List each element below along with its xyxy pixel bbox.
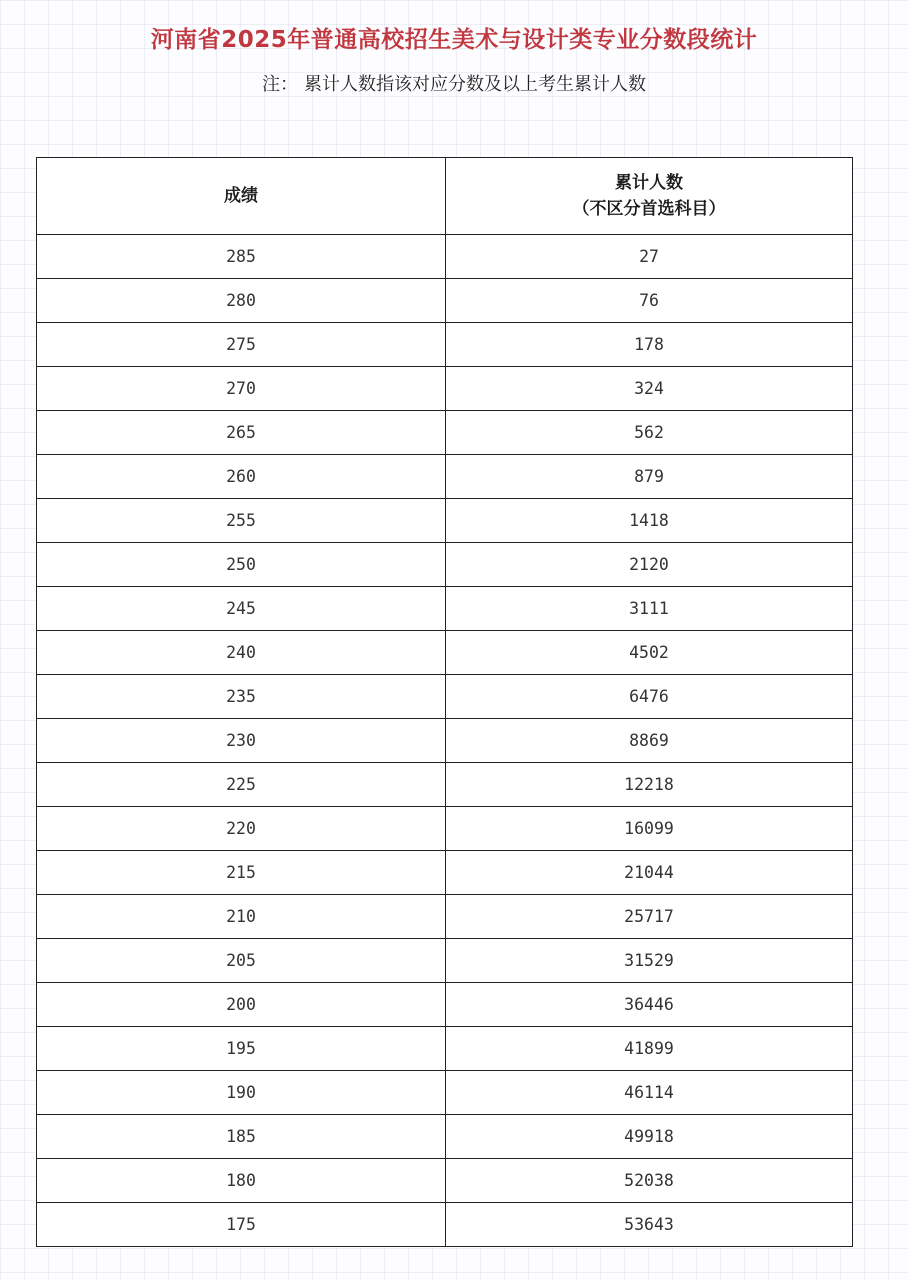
score-cell: 225	[37, 763, 446, 807]
note	[0, 70, 908, 100]
score-cell: 270	[37, 367, 446, 411]
header-count-line1: 累计人数	[615, 173, 683, 193]
table-row	[37, 1203, 853, 1247]
table-row	[37, 1159, 853, 1203]
count-cell: 25717	[446, 895, 853, 939]
count-cell: 36446	[446, 983, 853, 1027]
table-row	[37, 235, 853, 279]
table-row	[37, 1115, 853, 1159]
table-row	[37, 719, 853, 763]
table-row	[37, 851, 853, 895]
table-header-row	[37, 158, 853, 235]
score-cell: 175	[37, 1203, 446, 1247]
score-cell: 210	[37, 895, 446, 939]
score-cell: 245	[37, 587, 446, 631]
table-row	[37, 411, 853, 455]
count-cell: 3111	[446, 587, 853, 631]
table-row	[37, 895, 853, 939]
score-cell: 215	[37, 851, 446, 895]
table-row	[37, 1027, 853, 1071]
count-cell: 41899	[446, 1027, 853, 1071]
score-cell: 195	[37, 1027, 446, 1071]
score-cell: 250	[37, 543, 446, 587]
score-table	[36, 157, 853, 1247]
table-row	[37, 323, 853, 367]
count-cell: 4502	[446, 631, 853, 675]
count-cell: 1418	[446, 499, 853, 543]
table-row	[37, 675, 853, 719]
table-row	[37, 455, 853, 499]
count-cell: 16099	[446, 807, 853, 851]
score-cell: 265	[37, 411, 446, 455]
count-cell: 49918	[446, 1115, 853, 1159]
score-cell: 205	[37, 939, 446, 983]
table-row	[37, 763, 853, 807]
table-body	[37, 235, 853, 1247]
table-row	[37, 939, 853, 983]
score-cell: 220	[37, 807, 446, 851]
count-cell: 21044	[446, 851, 853, 895]
count-cell: 52038	[446, 1159, 853, 1203]
header-score: 成绩	[37, 158, 446, 235]
table-row	[37, 587, 853, 631]
count-cell: 879	[446, 455, 853, 499]
table-row	[37, 543, 853, 587]
count-cell: 178	[446, 323, 853, 367]
count-cell: 2120	[446, 543, 853, 587]
score-cell: 190	[37, 1071, 446, 1115]
table-row	[37, 983, 853, 1027]
score-cell: 275	[37, 323, 446, 367]
table-row	[37, 279, 853, 323]
header-cumulative-count	[446, 158, 853, 235]
table-row	[37, 1071, 853, 1115]
table-row	[37, 499, 853, 543]
table-row	[37, 807, 853, 851]
count-cell: 324	[446, 367, 853, 411]
score-cell: 200	[37, 983, 446, 1027]
table-row	[37, 367, 853, 411]
table-row	[37, 631, 853, 675]
header-count-line2: （不区分首选科目）	[572, 199, 726, 219]
count-cell: 46114	[446, 1071, 853, 1115]
score-cell: 240	[37, 631, 446, 675]
page-title: 河南省2025年普通高校招生美术与设计类专业分数段统计	[150, 27, 758, 53]
score-cell: 235	[37, 675, 446, 719]
count-cell: 27	[446, 235, 853, 279]
count-cell: 31529	[446, 939, 853, 983]
note-text: 累计人数指该对应分数及以上考生累计人数	[304, 74, 646, 95]
count-cell: 562	[446, 411, 853, 455]
count-cell: 8869	[446, 719, 853, 763]
count-cell: 12218	[446, 763, 853, 807]
score-cell: 255	[37, 499, 446, 543]
note-label: 注：	[262, 74, 298, 95]
score-cell: 180	[37, 1159, 446, 1203]
score-cell: 260	[37, 455, 446, 499]
score-cell: 185	[37, 1115, 446, 1159]
count-cell: 53643	[446, 1203, 853, 1247]
score-cell: 230	[37, 719, 446, 763]
count-cell: 6476	[446, 675, 853, 719]
score-cell: 285	[37, 235, 446, 279]
count-cell: 76	[446, 279, 853, 323]
score-cell: 280	[37, 279, 446, 323]
